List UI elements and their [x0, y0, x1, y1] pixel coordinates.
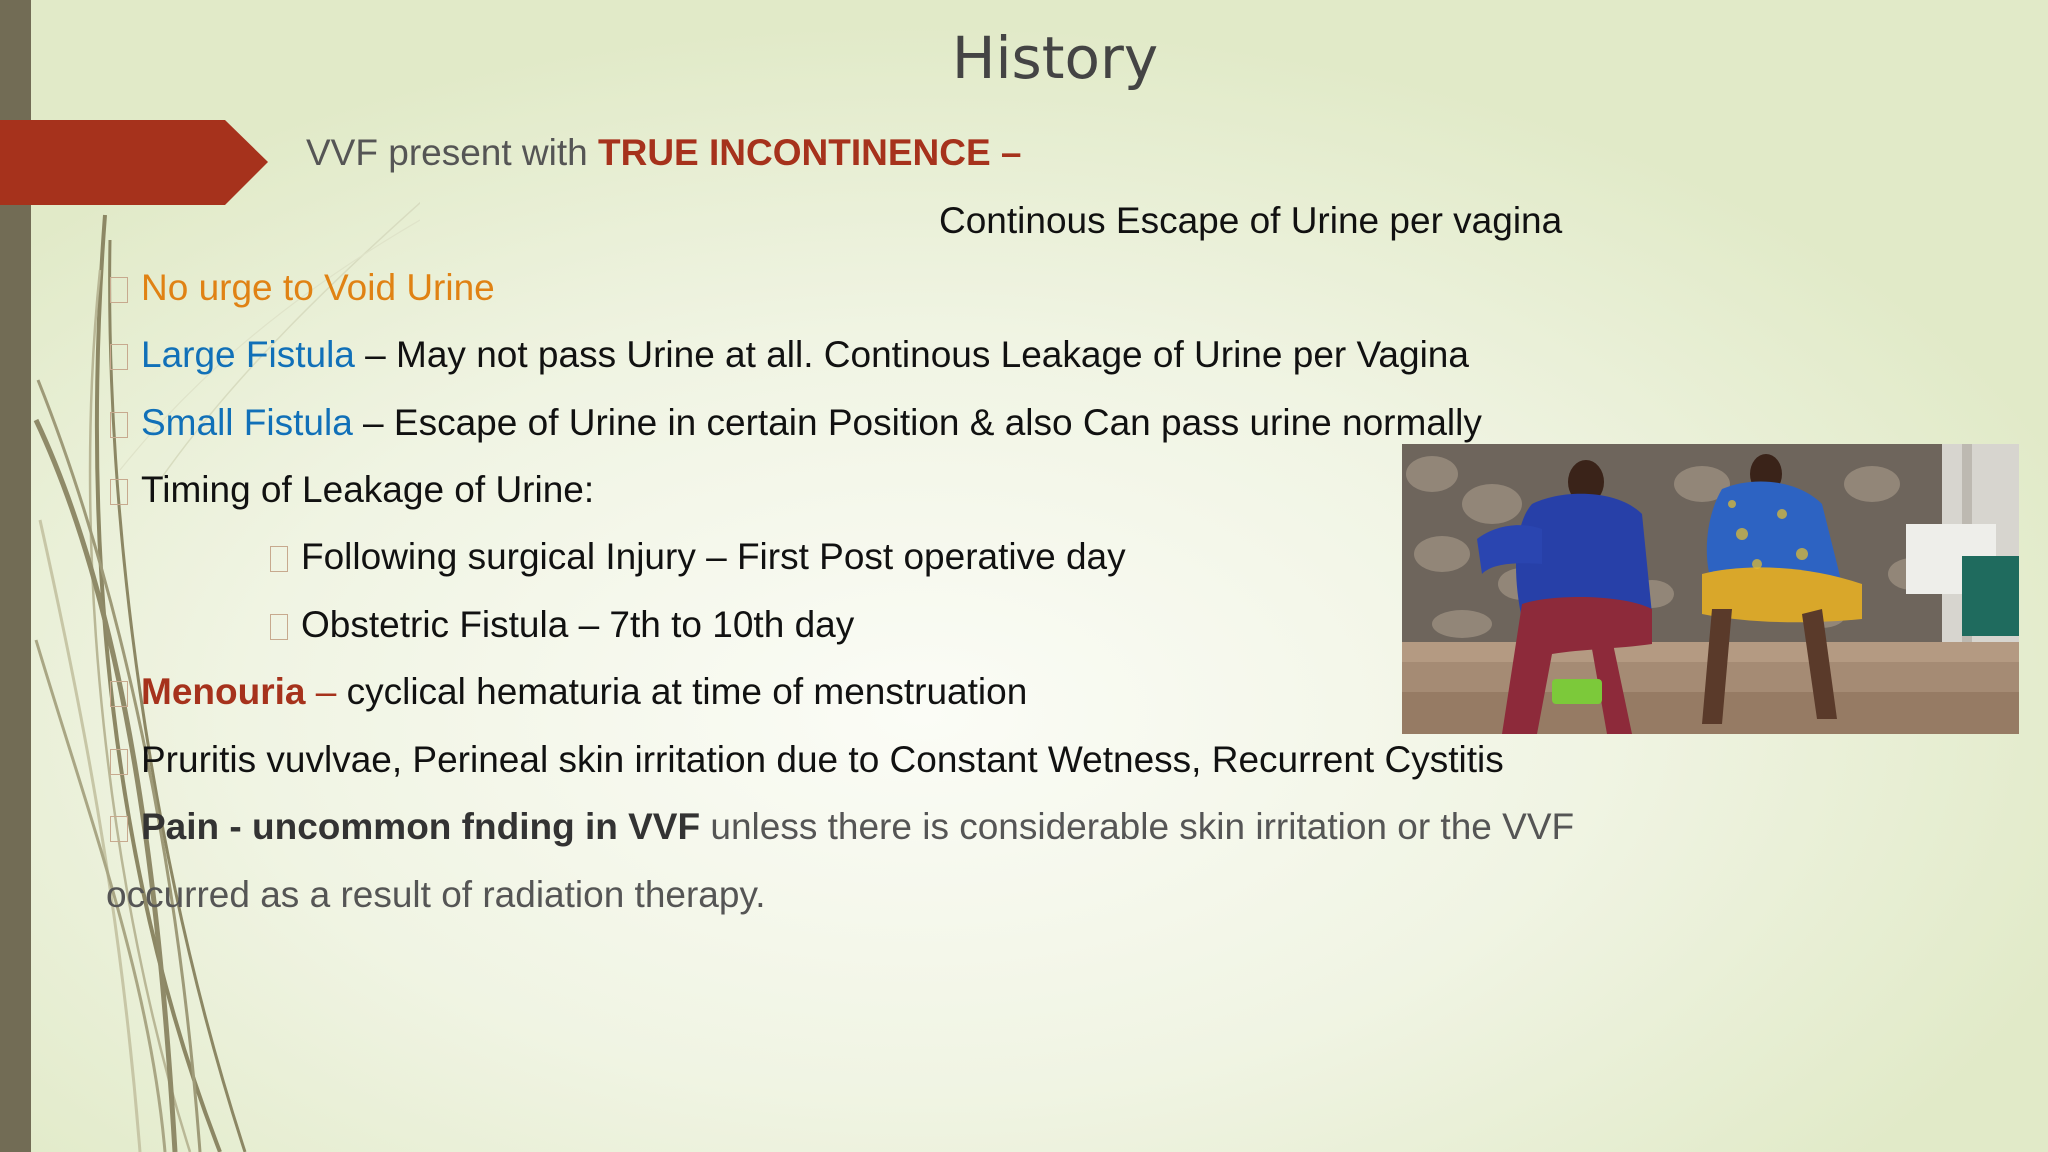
bullet-dash: – — [305, 671, 337, 712]
sub-bullet-obstetric — [270, 600, 854, 650]
bullet-marker — [110, 749, 128, 775]
bullet-text: Following surgical Injury – First Post operative day — [301, 536, 1126, 577]
bullet-no-urge — [110, 263, 495, 313]
bullet-pain-continued: occurred as a result of radiation therapy. — [106, 874, 766, 915]
title-arrow-banner — [0, 120, 268, 205]
bullet-text: Pruritis vuvlvae, Perineal skin irritation due to Constant Wetness, Recurrent Cystitis — [141, 739, 1504, 780]
bullet-marker — [110, 681, 128, 707]
patients-photo — [1402, 444, 2019, 734]
bullet-marker — [270, 546, 288, 572]
bullet-term: Small Fistula — [141, 402, 353, 443]
bullet-menouria — [110, 667, 1027, 717]
slide-title: History — [951, 24, 1159, 92]
bullet-marker — [270, 614, 288, 640]
bullet-large-fistula — [110, 330, 1469, 380]
bullet-pain — [110, 802, 1574, 852]
bullet-marker — [110, 479, 128, 505]
bullet-text: unless there is considerable skin irritation or the VVF — [700, 806, 1575, 847]
bullet-marker — [110, 344, 128, 370]
bullet-marker — [110, 277, 128, 303]
bullet-text: – May not pass Urine at all. Continous Leakage of Urine per Vagina — [354, 334, 1469, 375]
bullet-text: cyclical hematuria at time of menstruation — [336, 671, 1028, 712]
bullet-term: Large Fistula — [141, 334, 355, 375]
bullet-term: Menouria — [141, 671, 306, 712]
sub-bullet-surgical — [270, 532, 1126, 582]
intro-definition: Continous Escape of Urine per vagina — [939, 200, 1563, 241]
bullet-text: No urge to Void Urine — [141, 267, 495, 308]
intro-line — [306, 128, 1022, 178]
bullet-timing — [110, 465, 594, 515]
bullet-marker — [110, 816, 128, 842]
intro-emphasis: TRUE INCONTINENCE — [598, 132, 991, 173]
intro-lead: VVF present with — [306, 132, 599, 173]
bullet-text: – Escape of Urine in certain Position & also Can pass urine normally — [352, 402, 1482, 443]
bullet-text: Timing of Leakage of Urine: — [141, 469, 595, 510]
bullet-term: Pain - uncommon fnding in VVF — [141, 806, 701, 847]
bullet-pruritis — [110, 735, 1504, 785]
intro-dash: – — [990, 132, 1022, 173]
bullet-small-fistula — [110, 398, 1482, 448]
bullet-marker — [110, 412, 128, 438]
bullet-text: Obstetric Fistula – 7th to 10th day — [301, 604, 855, 645]
